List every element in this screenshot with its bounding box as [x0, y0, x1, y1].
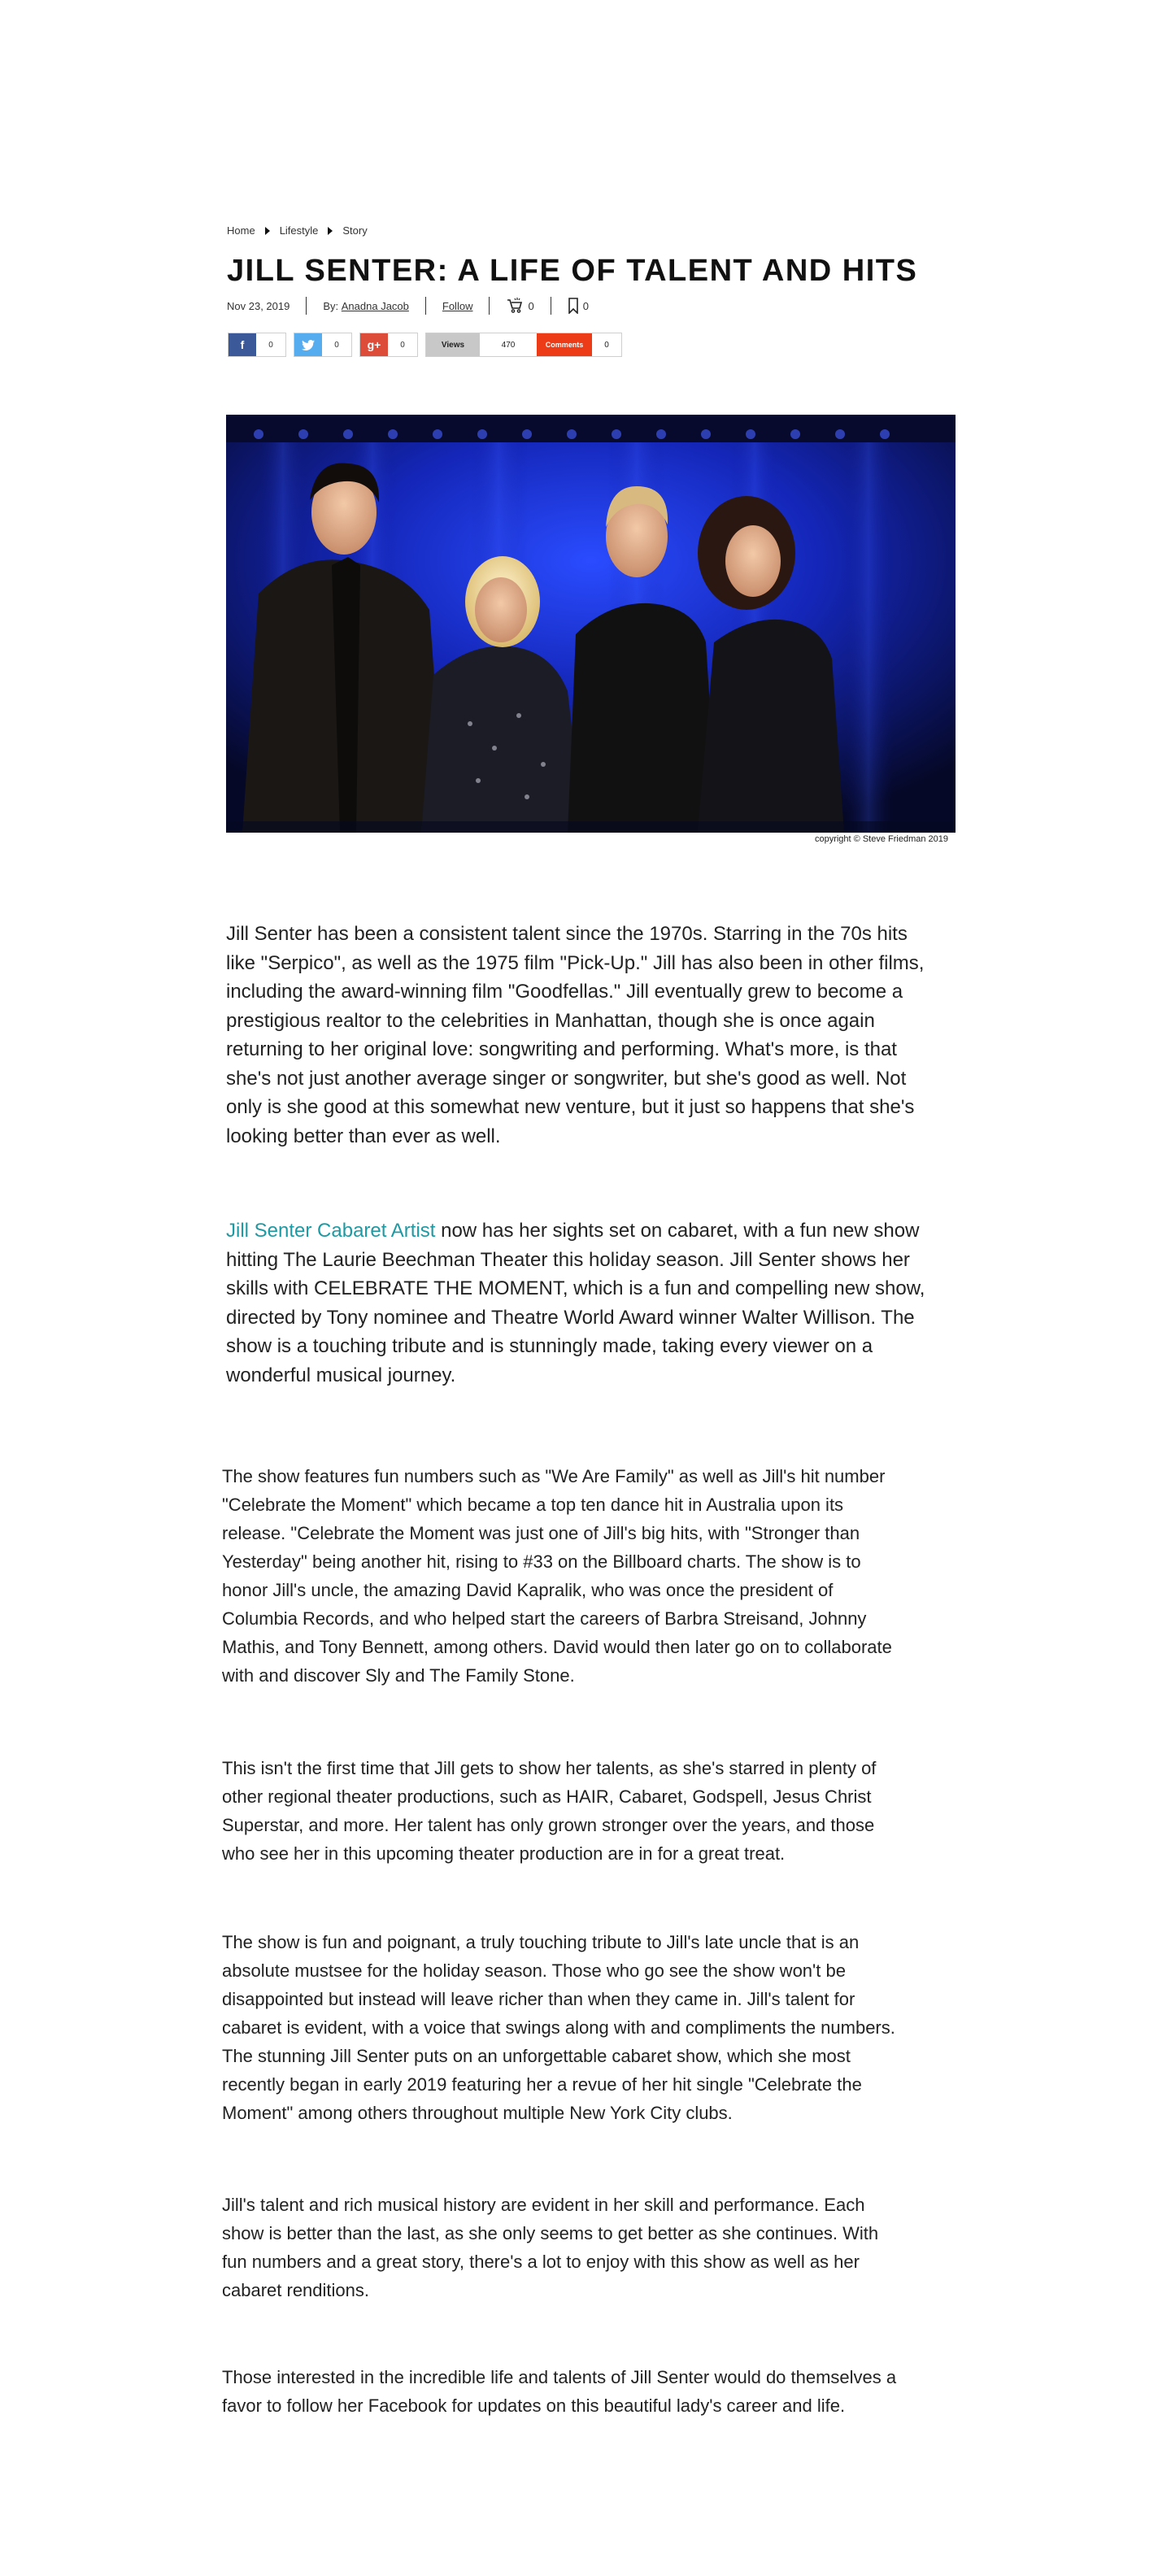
breadcrumb-story[interactable]: Story: [342, 224, 368, 237]
share-bar: [228, 333, 622, 357]
bookmark-icon: [568, 298, 579, 314]
like-icon: [506, 298, 524, 314]
breadcrumb-home[interactable]: Home: [227, 224, 255, 237]
bookmark-count: 0: [582, 299, 589, 312]
publish-date: Nov 23, 2019: [227, 299, 290, 312]
body-paragraph-1: Jill Senter has been a consistent talent since the 1970s. Starring in the 70s hits like "Serpico", as well as the 1975 film "Pick-Up." Jill has also been in other films, including the award-winning film "Goodfellas." Jill eventually grew to become a prestigious realtor to the celebrities in Manhattan, though she is once again returning to her original love: songwriting and performing. What's more, is that she's not just another average singer or songwriter, but she's good as well. Not only is she good at this somewhat new venture, but it just so happens that she's looking better than ever as well.: [226, 923, 925, 1147]
hero-image: [226, 415, 956, 833]
googleplus-count: 0: [388, 333, 417, 356]
meta-divider: [425, 297, 426, 315]
comments-button[interactable]: Comments: [537, 333, 592, 356]
author-link[interactable]: Anadna Jacob: [341, 299, 409, 312]
page-title: JILL SENTER: A LIFE OF TALENT AND HITS: [227, 254, 918, 288]
article-meta: [227, 298, 589, 314]
cabaret-artist-link[interactable]: Jill Senter Cabaret Artist: [226, 1220, 436, 1242]
body-paragraph-7: Those interested in the incredible life and talents of Jill Senter would do themselves a favor to follow her Facebook for updates on this beautiful lady's career and life.: [222, 2367, 897, 2416]
like-button[interactable]: [506, 298, 533, 314]
cast-photo-illustration: [226, 415, 956, 833]
comments-count: 0: [592, 333, 621, 356]
bookmark-button[interactable]: [568, 298, 589, 314]
breadcrumb: [227, 224, 368, 237]
googleplus-share[interactable]: [359, 333, 418, 357]
follow-button[interactable]: Follow: [442, 299, 473, 312]
twitter-share[interactable]: [294, 333, 352, 357]
views-label: Views: [426, 333, 480, 356]
body-paragraph-4: This isn't the first time that Jill gets to show her talents, as she's starred in plenty of other regional theater productions, such as HAIR, Cabaret, Godspell, Jesus Christ Superstar, and more. Her talent has only grown stronger over the years, and those who see her in this upcoming theater production are in for a great treat.: [222, 1758, 877, 1864]
facebook-share[interactable]: [228, 333, 286, 357]
body-paragraph-5: The show is fun and poignant, a truly touching tribute to Jill's late uncle that is an absolute mustsee for the holiday season. Those who go see the show won't be disappointed but instead will leave richer than when they came in. Jill's talent for cabaret is evident, with a voice that swings along with and compliments the numbers. The stunning Jill Senter puts on an unforgettable cabaret show, which she most recently began in early 2019 featuring her a revue of her hit single "Celebrate the Moment" among others throughout multiple New York City clubs.: [222, 1932, 895, 2123]
body-paragraph-2-text: now has her sights set on cabaret, with a fun new show hitting The Laurie Beechman Theater this holiday season. Jill Senter shows her skills with CELEBRATE THE MOMENT, which is a fun and compelling new show, directed by Tony nominee and Theatre World Award winner Walter Willison. The show is a touching tribute and is stunningly made, taking every viewer on a wonderful musical journey.: [226, 1220, 925, 1386]
like-count: 0: [528, 299, 534, 312]
twitter-icon[interactable]: [294, 333, 322, 356]
stats-group: [425, 333, 622, 357]
meta-divider: [306, 297, 307, 315]
body-paragraph-6: Jill's talent and rich musical history are evident in her skill and performance. Each show is better than the last, as she only seems to get better as she continues. With fun numbers and a great story, there's a lot to enjoy with this show as well as her cabaret renditions.: [222, 2195, 879, 2300]
body-paragraph-3: The show features fun numbers such as "We Are Family" as well as Jill's hit number "Celebrate the Moment" which became a top ten dance hit in Australia upon its release. "Celebrate the Moment was just one of Jill's big hits, with "Stronger than Yesterday" being another hit, rising to #33 on the Billboard charts. The show is to honor Jill's uncle, the amazing David Kapralik, who was once the president of Columbia Records, and who helped start the careers of Barbra Streisand, Johnny Mathis, and Tony Bennett, among others. David would then later go on to collaborate with and discover Sly and The Family Stone.: [222, 1466, 892, 1686]
twitter-count: 0: [322, 333, 351, 356]
caret-right-icon: [328, 227, 333, 235]
body-paragraph-2: [226, 1216, 942, 1390]
twitter-bird-icon: [302, 340, 315, 350]
breadcrumb-lifestyle[interactable]: Lifestyle: [279, 224, 319, 237]
meta-divider: [489, 297, 490, 315]
views-count: 470: [480, 333, 537, 356]
image-caption: copyright © Steve Friedman 2019: [814, 834, 948, 844]
facebook-count: 0: [256, 333, 285, 356]
author-prefix: By:: [323, 299, 339, 312]
googleplus-icon[interactable]: g+: [360, 333, 388, 356]
caret-right-icon: [265, 227, 270, 235]
facebook-icon[interactable]: f: [229, 333, 256, 356]
